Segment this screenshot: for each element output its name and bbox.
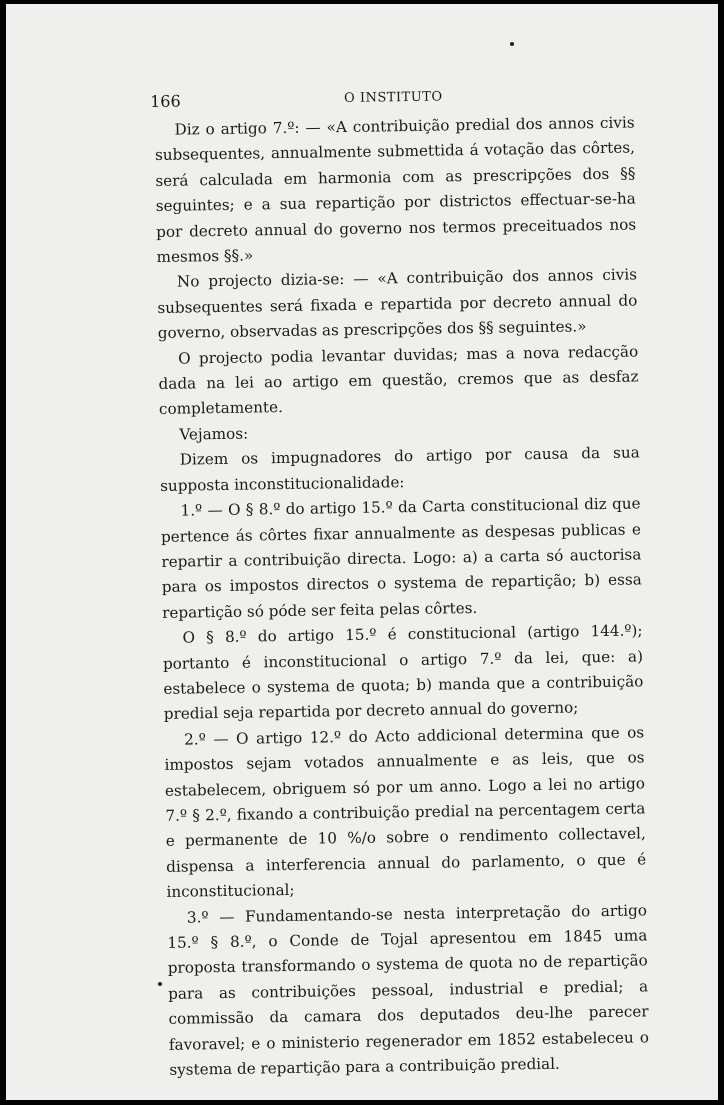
paragraph: O § 8.º do artigo 15.º é constitucional (artigo 144.º); portanto é inconstitucional o artigo 7.º da lei, que: a) estabelece o systema de quota; b) manda que a contribuição predial seja repartida por decreto annual do governo; <box>162 621 644 724</box>
scanned-page <box>6 4 718 1100</box>
paragraph: 1.º — O § 8.º do artigo 15.º da Carta constitucional diz que pertence ás côrtes fixar annualmente as despesas publicas e repartir a contribuição directa. Logo: a) a carta só auctorisa para os impostos directos o systema de repartição; b) essa repartição só póde ser feita pelas côrtes. <box>160 494 642 622</box>
paragraph: O projecto podia levantar duvidas; mas a nova redacção dada na lei ao artigo em questão, cremos que as desfaz completamente. <box>158 342 639 419</box>
paragraph: 3.º — Fundamentando-se nesta interpretação do artigo 15.º § 8.º, o Conde de Tojal apresentou em 1845 uma proposta transformando o systema de quota no de repartição para as contribuições pessoal, industrial e predial; a commissão da camara dos deputados deu-lhe parecer favoravel; e o ministerio regenerador em 1852 estabeleceu o systema de repartição para a contribuição predial. <box>167 900 650 1079</box>
ink-speck <box>158 982 162 986</box>
paragraph: 2.º — O artigo 12.º do Acto addicional determina que os impostos sejam votados annualmente e as leis, que os estabelecem, obriguem só por um anno. Logo a lei no artigo 7.º § 2.º, fixando a contribuição predial na percentagem certa e permanente de 10 %/o sobre o rendimento collectavel, dispensa a interferencia annual do parlamento, o que é inconstitucional; <box>164 723 647 902</box>
paragraph: Vejamos: <box>179 424 249 444</box>
page-number: 166 <box>150 91 181 112</box>
ink-speck <box>510 42 514 46</box>
page-content <box>150 84 650 1083</box>
paragraph: No projecto dizia-se: — «A contribuição dos annos civis subsequentes será fixada e repartida por decreto annual do governo, observadas as prescripções dos §§ seguintes.» <box>157 265 638 343</box>
paragraph: Dizem os impugnadores do artigo por causa da sua supposta inconstitucionalidade: <box>160 443 640 495</box>
body-text <box>154 110 649 1083</box>
running-title: O INSTITUTO <box>344 89 443 107</box>
paragraph: Diz o artigo 7.º: — «A contribuição predial dos annos civis subsequentes, annualmente submettida á votação das côrtes, será calculada em harmonia com as prescripções dos §§ seguintes; e a sua repartição por districtos effectuar-se-ha por decreto annual do governo nos termos preceituados nos mesmos §§.» <box>154 113 637 267</box>
